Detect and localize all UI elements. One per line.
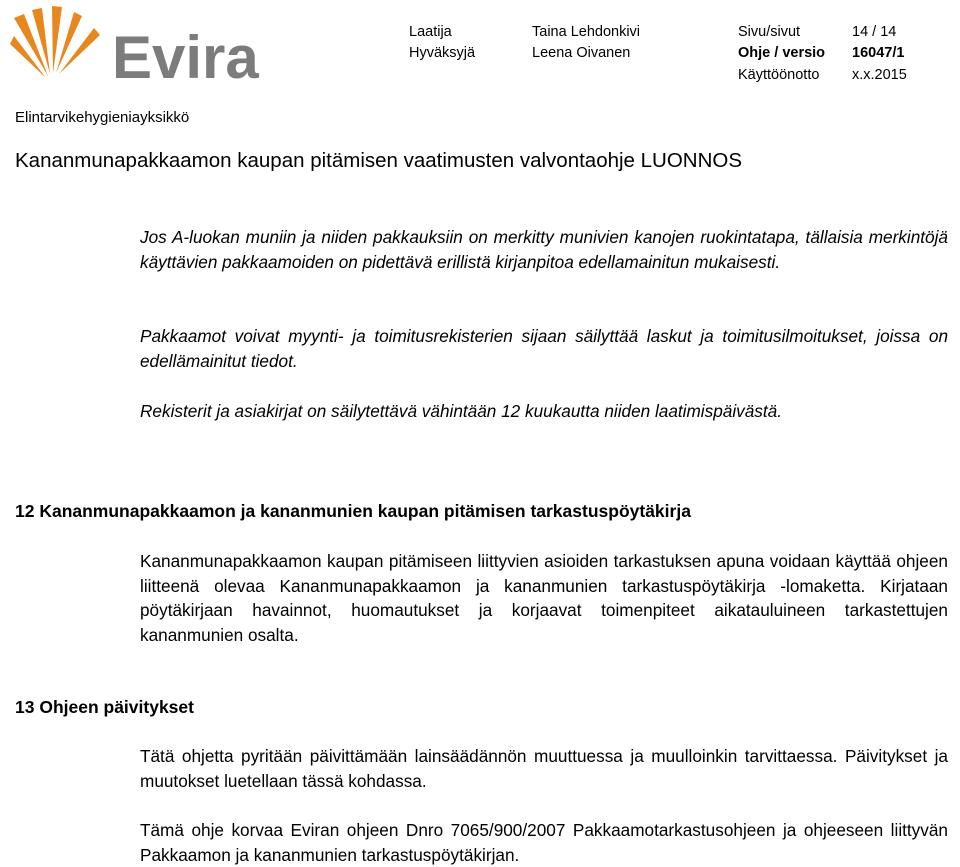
section-13-paragraph-updates: Tätä ohjetta pyritään päivittämään lainsäädännön muuttuessa ja muulloinkin tarvittaessa. Päivitykset ja muutokset luetellaan tässä kohdassa. bbox=[140, 746, 948, 791]
paragraph-invoices: Pakkaamot voivat myynti- ja toimitusrekisterien sijaan säilyttää laskut ja toimitusilmoitukset, joissa on edellämainitut tiedot. bbox=[140, 326, 948, 371]
header-label-effective: Käyttöönotto bbox=[738, 67, 820, 83]
logo-wordmark: Evira bbox=[112, 24, 259, 86]
evira-logo bbox=[8, 4, 268, 86]
document-title: Kananmunapakkaamon kaupan pitämisen vaatimusten valvontaohje LUONNOS bbox=[15, 149, 743, 172]
header-label-pages: Sivu/sivut bbox=[738, 24, 801, 40]
section-12-paragraph: Kananmunapakkaamon kaupan pitämiseen liittyvien asioiden tarkastuksen apuna voidaan käyttää ohjeen liitteenä olevaa Kananmunapakkaamon ja kananmunien tarkastuspöytäkirja -lomaketta. Kirjataan pöytäkirjaan havainnot, huomautukset ja korjaavat toimenpiteet aikatauluineen tarkastettujen kananmunien osalta. bbox=[140, 551, 948, 645]
paragraph-feeding-method: Jos A-luokan muniin ja niiden pakkauksiin on merkitty munivien kanojen ruokintatapa, tällaisia merkintöjä käyttävien pakkaamoiden on pidettävä erillistä kirjanpitoa edellamainitun mukaisesti. bbox=[140, 227, 948, 272]
header-value-version: 16047/1 bbox=[852, 45, 905, 61]
unit-name: Elintarvikehygieniayksikkö bbox=[15, 109, 190, 126]
header-value-author: Taina Lehdonkivi bbox=[532, 24, 641, 40]
section-12-heading: 12 Kananmunapakkaamon ja kananmunien kaupan pitämisen tarkastuspöytäkirja bbox=[15, 501, 691, 521]
header-label-approver: Hyväksyjä bbox=[409, 45, 476, 61]
sunburst-icon bbox=[10, 6, 100, 78]
section-13-heading: 13 Ohjeen päivitykset bbox=[15, 697, 194, 717]
section-13-paragraph-replaces: Tämä ohje korvaa Eviran ohjeen Dnro 7065/900/2007 Pakkaamotarkastusohjeen ja ohjeeseen liittyvän Pakkaamon ja kananmunien tarkastuspöytäkirjan. bbox=[140, 820, 948, 865]
header-label-author: Laatija bbox=[409, 24, 452, 40]
header-value-approver: Leena Oivanen bbox=[532, 45, 631, 61]
header-label-version: Ohje / versio bbox=[738, 45, 826, 61]
header-value-effective: x.x.2015 bbox=[852, 67, 907, 83]
paragraph-retention: Rekisterit ja asiakirjat on säilytettävä vähintään 12 kuukautta niiden laatimispäivästä. bbox=[140, 401, 783, 421]
header-value-pages: 14 / 14 bbox=[852, 24, 897, 40]
